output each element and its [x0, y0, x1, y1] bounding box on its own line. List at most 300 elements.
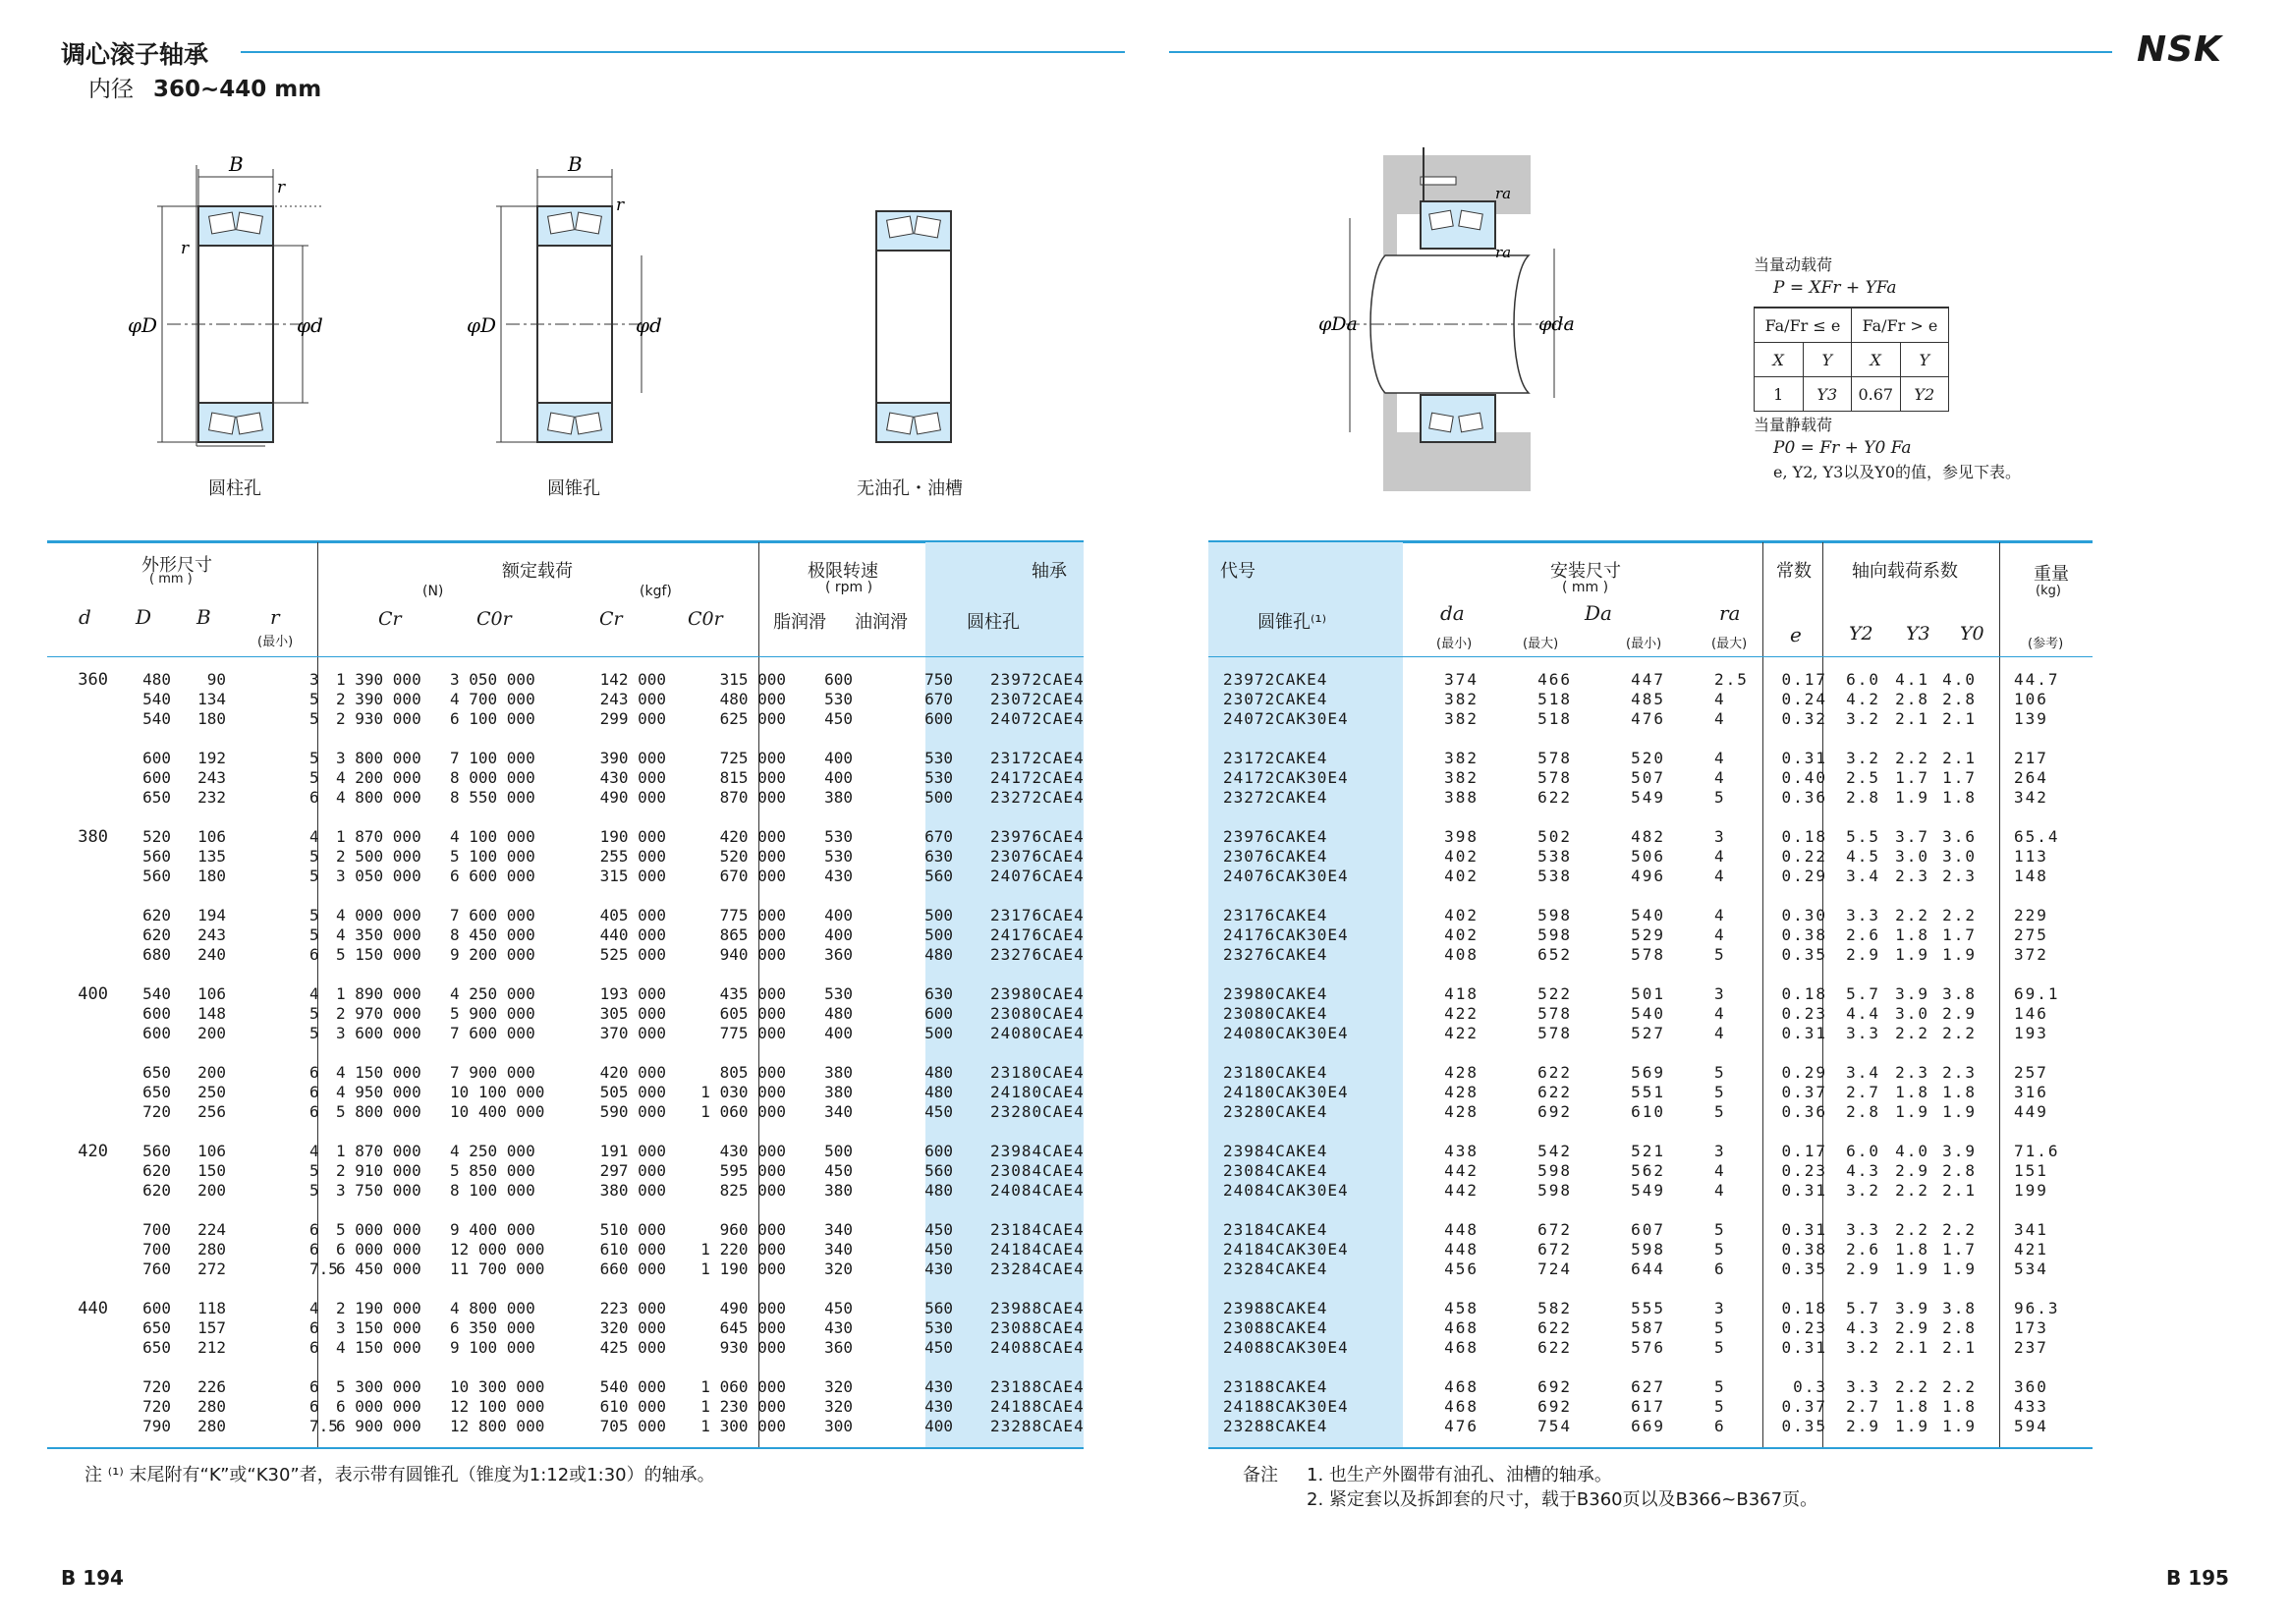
hdr-col-B: B — [196, 605, 211, 629]
cell-Damax: 538 — [1537, 847, 1572, 866]
cell-grease: 340 — [824, 1220, 853, 1239]
cell-code: 23988CAE4 — [990, 1299, 1085, 1317]
cell-D: 650 — [142, 1338, 171, 1357]
hdr-weight: 重量 — [2034, 564, 2069, 585]
cell-grease: 430 — [824, 1318, 853, 1337]
cell-oil: 670 — [924, 690, 953, 708]
cell-D: 620 — [142, 925, 171, 944]
hdr-ra-max: (最大) — [1711, 637, 1748, 651]
cell-w: 229 — [2014, 906, 2048, 924]
cell-code: 23072CAE4 — [990, 690, 1085, 708]
cell-code: 23288CAE4 — [990, 1417, 1085, 1435]
cell-Crk: 610 000 — [599, 1397, 666, 1416]
cell-Damax: 578 — [1537, 1024, 1572, 1042]
cell-D: 540 — [142, 984, 171, 1003]
cell-Cr: 2 500 000 — [336, 847, 421, 866]
cell-grease: 360 — [824, 1338, 853, 1357]
cell-grease: 380 — [824, 1063, 853, 1082]
cell-C0r: 8 100 000 — [450, 1181, 535, 1200]
cell-e: 0.24 — [1781, 690, 1827, 708]
cell-Damax: 466 — [1537, 670, 1572, 689]
cell-e: 0.35 — [1781, 1260, 1827, 1278]
cell-code: 23088CAE4 — [990, 1318, 1085, 1337]
cell-Y0: 4.0 — [1942, 670, 1977, 689]
cell-da: 468 — [1444, 1338, 1479, 1357]
cell-code: 23184CAKE4 — [1223, 1220, 1328, 1239]
cell-Cr: 3 750 000 — [336, 1181, 421, 1200]
cell-oil: 430 — [924, 1377, 953, 1396]
cell-Y0: 2.9 — [1942, 1004, 1977, 1023]
cell-da: 402 — [1444, 867, 1479, 885]
cell-Cr: 1 870 000 — [336, 827, 421, 846]
cell-Y0: 1.9 — [1942, 1260, 1977, 1278]
cell-B: 194 — [197, 906, 226, 924]
cell-w: 96.3 — [2014, 1299, 2060, 1317]
cell-Y3: 4.1 — [1895, 670, 1929, 689]
cell-C0r: 4 100 000 — [450, 827, 535, 846]
cell-Damin: 496 — [1631, 867, 1665, 885]
cell-e: 0.31 — [1781, 1181, 1827, 1200]
cell-Cr: 2 190 000 — [336, 1299, 421, 1317]
cell-r: 6 — [309, 1397, 319, 1416]
cell-Crk: 525 000 — [599, 945, 666, 964]
cell-w: 139 — [2014, 709, 2048, 728]
right-note-line-2: 2. 紧定套以及拆卸套的尺寸，载于B360页以及B366~B367页。 — [1307, 1489, 1818, 1510]
cell-C0rk: 960 000 — [719, 1220, 786, 1239]
cell-D: 520 — [142, 827, 171, 846]
cell-ra: 4 — [1714, 749, 1726, 767]
cell-Y3: 2.9 — [1895, 1161, 1929, 1180]
cell-grease: 300 — [824, 1417, 853, 1435]
cell-e: 0.17 — [1781, 670, 1827, 689]
nsk-logo: NSK — [2137, 29, 2222, 70]
cell-Y3: 2.2 — [1895, 906, 1929, 924]
cell-ra: 5 — [1714, 1240, 1726, 1259]
cell-r: 6 — [309, 788, 319, 807]
cell-w: 316 — [2014, 1083, 2048, 1101]
cell-r: 6 — [309, 1102, 319, 1121]
cell-Damax: 542 — [1537, 1142, 1572, 1160]
cell-code: 23980CAE4 — [990, 984, 1085, 1003]
cell-C0rk: 520 000 — [719, 847, 786, 866]
cell-Y3: 2.3 — [1895, 867, 1929, 885]
cell-da: 382 — [1444, 690, 1479, 708]
page-number-left: B 194 — [61, 1566, 124, 1590]
cell-w: 148 — [2014, 867, 2048, 885]
cell-grease: 400 — [824, 1024, 853, 1042]
cell-e: 0.29 — [1781, 1063, 1827, 1082]
cell-Crk: 440 000 — [599, 925, 666, 944]
cell-e: 0.18 — [1781, 827, 1827, 846]
cell-oil: 630 — [924, 847, 953, 866]
figure-tapered-bore — [467, 152, 662, 442]
fig1-label-r2: r — [181, 239, 190, 258]
cell-Y2: 3.3 — [1846, 1377, 1880, 1396]
cell-D: 700 — [142, 1240, 171, 1259]
cell-Damax: 754 — [1537, 1417, 1572, 1435]
cell-Y3: 1.9 — [1895, 788, 1929, 807]
cell-ra: 4 — [1714, 1161, 1726, 1180]
cell-D: 650 — [142, 1063, 171, 1082]
cell-Y2: 4.4 — [1846, 1004, 1880, 1023]
cell-code: 24084CAE4 — [990, 1181, 1085, 1200]
cell-w: 193 — [2014, 1024, 2048, 1042]
cell-Y0: 1.7 — [1942, 1240, 1977, 1259]
hdr-unit-N: (N) — [422, 584, 444, 599]
cell-Y2: 2.9 — [1846, 1260, 1880, 1278]
cell-w: 199 — [2014, 1181, 2048, 1200]
cell-D: 650 — [142, 1318, 171, 1337]
cell-B: 90 — [206, 670, 226, 689]
cell-B: 180 — [197, 709, 226, 728]
hdr-col-cyl: 圆柱孔 — [967, 612, 1020, 633]
cell-code: 24180CAE4 — [990, 1083, 1085, 1101]
cell-D: 560 — [142, 867, 171, 885]
cell-grease: 400 — [824, 749, 853, 767]
cell-C0rk: 775 000 — [719, 1024, 786, 1042]
cell-Y2: 3.2 — [1846, 1181, 1880, 1200]
cell-D: 760 — [142, 1260, 171, 1278]
cell-Crk: 299 000 — [599, 709, 666, 728]
cell-Damax: 622 — [1537, 1063, 1572, 1082]
cell-oil: 430 — [924, 1397, 953, 1416]
cell-D: 700 — [142, 1220, 171, 1239]
cell-Damax: 598 — [1537, 1181, 1572, 1200]
hdr-col-Cr: Cr — [378, 608, 402, 630]
cell-code: 24176CAE4 — [990, 925, 1085, 944]
cell-da: 428 — [1444, 1063, 1479, 1082]
hdr-unit-kgf: (kgf) — [640, 584, 672, 599]
cell-B: 200 — [197, 1063, 226, 1082]
cell-Damin: 627 — [1631, 1377, 1665, 1396]
cell-e: 0.17 — [1781, 1142, 1827, 1160]
cell-grease: 400 — [824, 906, 853, 924]
hdr-X1: X — [1755, 343, 1804, 377]
cell-code: 23180CAKE4 — [1223, 1063, 1328, 1082]
cell-Y0: 1.8 — [1942, 788, 1977, 807]
cell-Y0: 1.9 — [1942, 945, 1977, 964]
cell-e: 0.23 — [1781, 1318, 1827, 1337]
cell-code: 23172CAKE4 — [1223, 749, 1328, 767]
cell-w: 433 — [2014, 1397, 2048, 1416]
cell-Y3: 3.0 — [1895, 847, 1929, 866]
cell-Y0: 2.1 — [1942, 749, 1977, 767]
cell-e: 0.3 — [1793, 1377, 1827, 1396]
cell-da: 438 — [1444, 1142, 1479, 1160]
cell-code: 23272CAE4 — [990, 788, 1085, 807]
cell-Crk: 505 000 — [599, 1083, 666, 1101]
cell-C0r: 7 600 000 — [450, 906, 535, 924]
cell-B: 150 — [197, 1161, 226, 1180]
cell-r: 4 — [309, 827, 319, 846]
cell-Damax: 522 — [1537, 984, 1572, 1003]
cell-Y2: 5.7 — [1846, 984, 1880, 1003]
cell-da: 442 — [1444, 1161, 1479, 1180]
hdr-col-da: da — [1440, 601, 1465, 625]
cell-Y0: 3.6 — [1942, 827, 1977, 846]
cell-Cr: 4 950 000 — [336, 1083, 421, 1101]
cell-Crk: 142 000 — [599, 670, 666, 689]
cell-Damin: 482 — [1631, 827, 1665, 846]
cell-Damax: 622 — [1537, 1318, 1572, 1337]
cell-ra: 3 — [1714, 984, 1726, 1003]
cell-grease: 530 — [824, 827, 853, 846]
cell-da: 402 — [1444, 906, 1479, 924]
cell-ra: 6 — [1714, 1260, 1726, 1278]
cell-Damax: 622 — [1537, 788, 1572, 807]
hdr-taper: 圆锥孔⁽¹⁾ — [1257, 612, 1327, 633]
cell-B: 280 — [197, 1397, 226, 1416]
hdr-col-Cr-kgf: Cr — [599, 608, 623, 630]
hdr-col-e: e — [1790, 623, 1802, 646]
hdr-code: 代号 — [1220, 561, 1256, 582]
cell-code: 23976CAKE4 — [1223, 827, 1328, 846]
cell-oil: 450 — [924, 1102, 953, 1121]
cell-code: 23176CAKE4 — [1223, 906, 1328, 924]
fig2-label-B: B — [568, 152, 583, 176]
cell-e: 0.18 — [1781, 1299, 1827, 1317]
cell-Crk: 405 000 — [599, 906, 666, 924]
cell-Y3: 3.9 — [1895, 1299, 1929, 1317]
hdr-Y2: Y — [1900, 343, 1949, 377]
hdr-Da-min: (最小) — [1626, 637, 1662, 651]
cell-Y2: 5.5 — [1846, 827, 1880, 846]
cell-w: 146 — [2014, 1004, 2048, 1023]
cell-Y3: 2.2 — [1895, 1220, 1929, 1239]
cell-Y0: 2.8 — [1942, 1318, 1977, 1337]
cell-D: 480 — [142, 670, 171, 689]
cell-B: 106 — [197, 984, 226, 1003]
cell-Y3: 3.9 — [1895, 984, 1929, 1003]
cell-Damin: 501 — [1631, 984, 1665, 1003]
cell-Crk: 380 000 — [599, 1181, 666, 1200]
cell-grease: 500 — [824, 1142, 853, 1160]
hdr-Da-max: (最大) — [1523, 637, 1559, 651]
cell-e: 0.36 — [1781, 1102, 1827, 1121]
hdr-weight-note: (参考) — [2028, 637, 2064, 651]
cell-Y2: 6.0 — [1846, 670, 1880, 689]
cell-Y0: 3.8 — [1942, 1299, 1977, 1317]
cell-w: 65.4 — [2014, 827, 2060, 846]
cell-code: 24184CAE4 — [990, 1240, 1085, 1259]
cell-Damin: 540 — [1631, 1004, 1665, 1023]
cell-Y2: 4.2 — [1846, 690, 1880, 708]
hdr-col-grease: 脂润滑 — [773, 612, 826, 633]
cell-oil: 480 — [924, 945, 953, 964]
cond-gt-e: Fa/Fr > e — [1852, 308, 1949, 343]
cell-Damax: 578 — [1537, 1004, 1572, 1023]
cell-Y0: 1.8 — [1942, 1397, 1977, 1416]
cell-C0r: 8 000 000 — [450, 768, 535, 787]
cell-B: 224 — [197, 1220, 226, 1239]
cell-code: 23980CAKE4 — [1223, 984, 1328, 1003]
cell-w: 69.1 — [2014, 984, 2060, 1003]
cell-Y2: 2.5 — [1846, 768, 1880, 787]
fig3-caption: 无油孔・油槽 — [857, 478, 963, 499]
cell-grease: 380 — [824, 1083, 853, 1101]
hdr-col-C0r: C0r — [476, 608, 512, 630]
cell-Y0: 2.1 — [1942, 1181, 1977, 1200]
cell-Damax: 502 — [1537, 827, 1572, 846]
cell-Y2: 2.8 — [1846, 788, 1880, 807]
cell-Crk: 590 000 — [599, 1102, 666, 1121]
cell-C0r: 6 350 000 — [450, 1318, 535, 1337]
cell-Damax: 598 — [1537, 906, 1572, 924]
cell-D: 790 — [142, 1417, 171, 1435]
cell-Damax: 692 — [1537, 1397, 1572, 1416]
cell-Y2: 2.6 — [1846, 1240, 1880, 1259]
fig2-label-r: r — [616, 196, 625, 215]
cell-Crk: 390 000 — [599, 749, 666, 767]
cell-ra: 5 — [1714, 1083, 1726, 1101]
cell-grease: 320 — [824, 1377, 853, 1396]
cell-r: 5 — [309, 690, 319, 708]
cell-Cr: 4 350 000 — [336, 925, 421, 944]
cell-Y0: 2.3 — [1942, 1063, 1977, 1082]
cell-r: 5 — [309, 1004, 319, 1023]
cell-r: 6 — [309, 1083, 319, 1101]
cell-e: 0.22 — [1781, 847, 1827, 866]
cell-w: 342 — [2014, 788, 2048, 807]
cell-Y3: 2.1 — [1895, 709, 1929, 728]
cell-Y0: 1.9 — [1942, 1102, 1977, 1121]
cell-Y0: 1.7 — [1942, 925, 1977, 944]
cell-Y3: 3.7 — [1895, 827, 1929, 846]
cell-C0r: 5 850 000 — [450, 1161, 535, 1180]
cell-C0rk: 1 300 000 — [700, 1417, 786, 1435]
cell-Crk: 305 000 — [599, 1004, 666, 1023]
cell-Cr: 6 450 000 — [336, 1260, 421, 1278]
cell-r: 6 — [309, 1063, 319, 1082]
cell-r: 5 — [309, 925, 319, 944]
cell-Y0: 3.0 — [1942, 847, 1977, 866]
cell-Damax: 622 — [1537, 1083, 1572, 1101]
cell-Y2: 3.3 — [1846, 906, 1880, 924]
cell-Y2: 3.2 — [1846, 749, 1880, 767]
hdr-col-ra: ra — [1719, 601, 1741, 625]
cell-Y3: 4.0 — [1895, 1142, 1929, 1160]
cell-Cr: 5 800 000 — [336, 1102, 421, 1121]
cell-C0r: 9 200 000 — [450, 945, 535, 964]
cell-oil: 530 — [924, 1318, 953, 1337]
cell-B: 200 — [197, 1181, 226, 1200]
cell-Y2: 6.0 — [1846, 1142, 1880, 1160]
cell-Y2: 4.5 — [1846, 847, 1880, 866]
cell-ra: 6 — [1714, 1417, 1726, 1435]
cell-w: 534 — [2014, 1260, 2048, 1278]
cell-ra: 4 — [1714, 867, 1726, 885]
hdr-col-r-note: (最小) — [257, 635, 294, 649]
hdr-col-r: r — [270, 605, 280, 629]
cell-grease: 400 — [824, 925, 853, 944]
cell-Damin: 507 — [1631, 768, 1665, 787]
cell-C0r: 4 800 000 — [450, 1299, 535, 1317]
cell-e: 0.37 — [1781, 1083, 1827, 1101]
cell-D: 620 — [142, 906, 171, 924]
cell-D: 720 — [142, 1377, 171, 1396]
mount-label-Da: φDa — [1318, 313, 1358, 335]
cell-B: 200 — [197, 1024, 226, 1042]
cell-e: 0.32 — [1781, 709, 1827, 728]
cell-da: 442 — [1444, 1181, 1479, 1200]
cell-r: 6 — [309, 1240, 319, 1259]
cell-Y3: 2.1 — [1895, 1338, 1929, 1357]
hdr-speed: 极限转速 — [808, 561, 878, 582]
hdr-col-C0r-kgf: C0r — [688, 608, 723, 630]
cell-code: 23080CAKE4 — [1223, 1004, 1328, 1023]
bore-d-cell: 440 — [78, 1299, 108, 1318]
cell-w: 594 — [2014, 1417, 2048, 1435]
cell-da: 468 — [1444, 1397, 1479, 1416]
cell-ra: 5 — [1714, 1102, 1726, 1121]
cell-code: 23284CAKE4 — [1223, 1260, 1328, 1278]
cell-code: 23276CAKE4 — [1223, 945, 1328, 964]
cell-grease: 360 — [824, 945, 853, 964]
cell-Damin: 551 — [1631, 1083, 1665, 1101]
cell-Y2: 4.3 — [1846, 1318, 1880, 1337]
cell-Cr: 1 870 000 — [336, 1142, 421, 1160]
cell-oil: 500 — [924, 1024, 953, 1042]
cell-Y0: 2.8 — [1942, 690, 1977, 708]
cell-Damin: 529 — [1631, 925, 1665, 944]
cell-C0rk: 420 000 — [719, 827, 786, 846]
cell-Y2: 3.2 — [1846, 1338, 1880, 1357]
mount-label-ra1: ra — [1495, 185, 1512, 202]
cell-Damin: 476 — [1631, 709, 1665, 728]
cell-e: 0.30 — [1781, 906, 1827, 924]
hdr-col-Y3: Y3 — [1906, 623, 1930, 644]
cell-C0r: 4 250 000 — [450, 1142, 535, 1160]
figure-no-oil-hole — [876, 211, 951, 442]
cell-Y3: 2.2 — [1895, 1377, 1929, 1396]
cell-C0r: 9 100 000 — [450, 1338, 535, 1357]
cell-code: 24172CAK30E4 — [1223, 768, 1349, 787]
cell-code: 23076CAE4 — [990, 847, 1085, 866]
cell-code: 23276CAE4 — [990, 945, 1085, 964]
cell-C0rk: 315 000 — [719, 670, 786, 689]
cell-r: 6 — [309, 1338, 319, 1357]
fig2-label-D: φD — [467, 313, 497, 337]
cell-da: 382 — [1444, 749, 1479, 767]
cell-Cr: 2 930 000 — [336, 709, 421, 728]
cell-code: 24188CAE4 — [990, 1397, 1085, 1416]
cell-Damax: 578 — [1537, 768, 1572, 787]
cell-Y3: 2.9 — [1895, 1318, 1929, 1337]
cell-Y2: 2.7 — [1846, 1083, 1880, 1101]
page-title: 调心滚子轴承 — [61, 40, 209, 69]
cell-Y3: 1.9 — [1895, 945, 1929, 964]
cell-Y3: 2.8 — [1895, 690, 1929, 708]
cell-B: 243 — [197, 768, 226, 787]
cell-code: 23272CAKE4 — [1223, 788, 1328, 807]
cell-r: 5 — [309, 749, 319, 767]
cell-B: 118 — [197, 1299, 226, 1317]
cell-Y0: 1.9 — [1942, 1417, 1977, 1435]
cell-w: 372 — [2014, 945, 2048, 964]
cell-D: 600 — [142, 768, 171, 787]
cell-Y2: 2.7 — [1846, 1397, 1880, 1416]
cell-B: 192 — [197, 749, 226, 767]
cell-w: 106 — [2014, 690, 2048, 708]
cell-Cr: 5 150 000 — [336, 945, 421, 964]
hdr-mount-unit: ( mm ) — [1562, 580, 1609, 595]
cell-C0rk: 825 000 — [719, 1181, 786, 1200]
cell-Crk: 243 000 — [599, 690, 666, 708]
left-header-rule — [47, 656, 1084, 657]
cell-C0rk: 775 000 — [719, 906, 786, 924]
cell-Crk: 190 000 — [599, 827, 666, 846]
cell-Damin: 540 — [1631, 906, 1665, 924]
